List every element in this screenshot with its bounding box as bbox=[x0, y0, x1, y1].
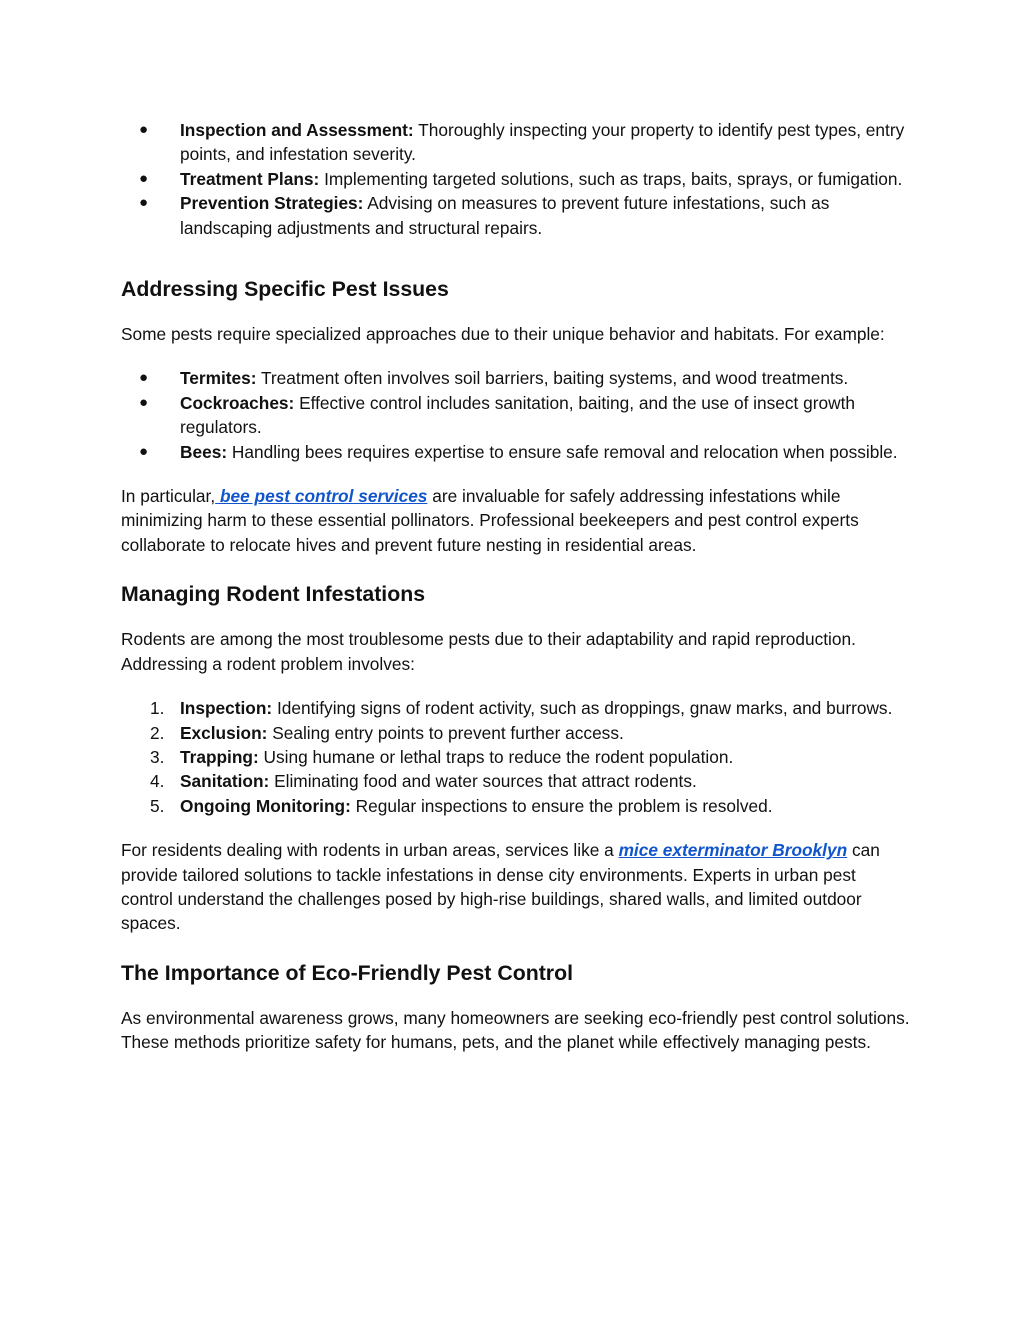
mice-exterminator-link[interactable]: mice exterminator Brooklyn bbox=[618, 840, 848, 861]
list-number: 5. bbox=[150, 795, 165, 816]
list-item-text: Thoroughly inspecting your property to identify pest types, entry points, and infestation severity. bbox=[180, 120, 905, 165]
bullet-icon: ● bbox=[139, 369, 149, 387]
list-item-label: Treatment Plans: bbox=[180, 168, 320, 189]
pest-bullet-list bbox=[121, 366, 911, 464]
list-item-text: Treatment often involves soil barriers, baiting systems, and wood treatments. bbox=[256, 368, 849, 389]
list-item bbox=[121, 391, 911, 440]
paragraph: Some pests require specialized approaches due to their unique behavior and habitats. For example: bbox=[121, 324, 885, 345]
bullet-icon: ● bbox=[139, 393, 149, 411]
list-item-label: Bees: bbox=[180, 441, 228, 462]
list-item-label: Sanitation: bbox=[180, 771, 270, 792]
list-number: 3. bbox=[150, 746, 165, 767]
list-item-label: Inspection and Assessment: bbox=[180, 120, 414, 140]
list-item bbox=[121, 696, 911, 720]
rodent-numbered-list bbox=[121, 696, 911, 818]
section-heading-eco-friendly: The Importance of Eco-Friendly Pest Control bbox=[121, 960, 574, 985]
paragraph: Rodents are among the most troublesome pests due to their adaptability and rapid reproduction. Addressing a rodent problem involves: bbox=[121, 629, 856, 674]
list-item bbox=[121, 118, 911, 167]
document-page bbox=[121, 118, 911, 1055]
list-item bbox=[121, 794, 911, 818]
list-item bbox=[121, 721, 911, 745]
list-item-text: Regular inspections to ensure the problem is resolved. bbox=[350, 795, 773, 816]
list-item-text: Handling bees requires expertise to ensure safe removal and relocation when possible. bbox=[227, 441, 898, 462]
list-item bbox=[121, 745, 911, 769]
paragraph-text: In particular, bbox=[121, 486, 216, 507]
bullet-icon: ● bbox=[139, 121, 149, 138]
list-item bbox=[121, 769, 911, 793]
list-item-label: Inspection: bbox=[180, 698, 273, 719]
paragraph bbox=[121, 484, 911, 557]
bullet-icon: ● bbox=[139, 169, 149, 187]
list-item-label: Prevention Strategies: bbox=[180, 193, 364, 214]
list-number: 2. bbox=[150, 722, 165, 743]
bullet-icon: ● bbox=[139, 442, 149, 460]
intro-bullet-list bbox=[121, 118, 911, 240]
paragraph-text: can provide tailored solutions to tackle infestations in dense city environments. Experts in urban pest control understand the challenges posed by high-rise buildings, shared walls, and limited outdoor spaces. bbox=[121, 840, 880, 934]
list-item-text: Using humane or lethal traps to reduce the rodent population. bbox=[258, 746, 734, 767]
list-number: 1. bbox=[150, 698, 165, 719]
paragraph: As environmental awareness grows, many homeowners are seeking eco-friendly pest control solutions. These methods prioritize safety for humans, pets, and the planet while effectively managing pests. bbox=[121, 1007, 910, 1053]
list-item-text: Implementing targeted solutions, such as traps, baits, sprays, or fumigation. bbox=[319, 168, 903, 189]
list-item-text: Effective control includes sanitation, baiting, and the use of insect growth regulators. bbox=[180, 392, 855, 438]
list-item-text: Identifying signs of rodent activity, such as droppings, gnaw marks, and burrows. bbox=[272, 698, 893, 719]
list-item bbox=[121, 366, 911, 390]
list-item bbox=[121, 191, 911, 240]
bee-pest-control-link[interactable]: bee pest control services bbox=[215, 486, 428, 507]
list-item-label: Exclusion: bbox=[180, 722, 268, 743]
bullet-icon: ● bbox=[139, 194, 149, 212]
list-item-label: Ongoing Monitoring: bbox=[180, 795, 351, 816]
paragraph-text: are invaluable for safely addressing infestations while minimizing harm to these essential pollinators. Professional beekeepers and pest control experts collaborate to relocate hives and prevent future nesting in residential areas. bbox=[121, 486, 859, 555]
list-item-text: Advising on measures to prevent future infestations, such as landscaping adjustments and structural repairs. bbox=[180, 193, 830, 238]
list-number: 4. bbox=[150, 771, 165, 792]
list-item-label: Termites: bbox=[180, 368, 257, 389]
paragraph bbox=[121, 838, 911, 936]
list-item bbox=[121, 440, 911, 464]
list-item-label: Trapping: bbox=[180, 746, 259, 767]
list-item bbox=[121, 167, 911, 191]
list-item-label: Cockroaches: bbox=[180, 392, 295, 413]
section-heading-rodents: Managing Rodent Infestations bbox=[121, 582, 426, 607]
list-item-text: Eliminating food and water sources that attract rodents. bbox=[269, 771, 697, 792]
list-item-text: Sealing entry points to prevent further access. bbox=[267, 722, 624, 743]
section-heading-pest-issues: Addressing Specific Pest Issues bbox=[121, 277, 449, 302]
paragraph-text: For residents dealing with rodents in urban areas, services like a bbox=[121, 840, 619, 861]
